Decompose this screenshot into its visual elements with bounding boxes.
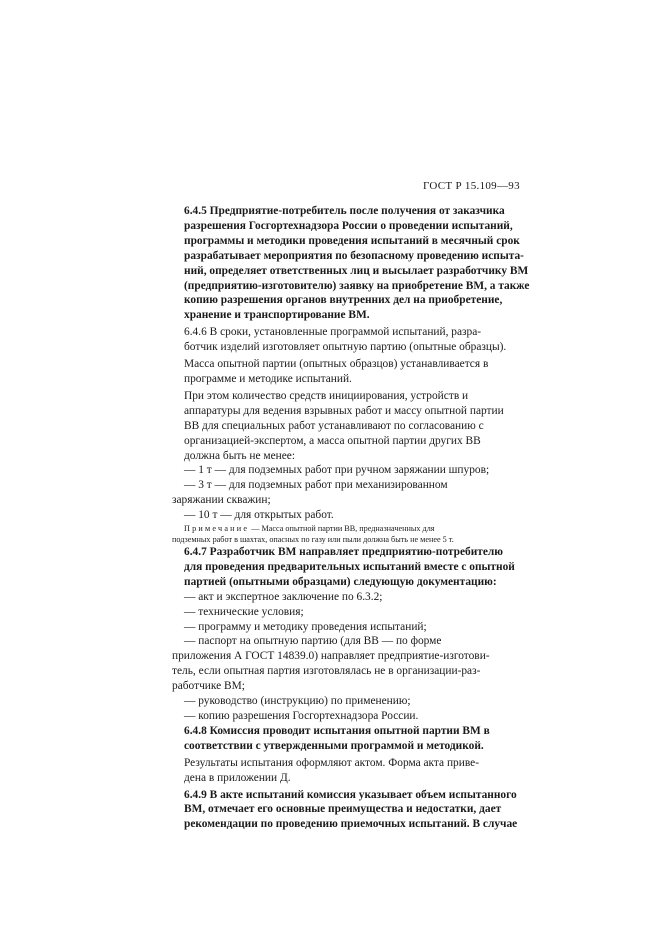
text-line: ВМ, отмечает его основные преимущества и недостатки, дает	[184, 803, 502, 816]
list-item	[172, 605, 522, 620]
text-line: работчике ВМ;	[172, 680, 245, 693]
text-line: — 1 т — для подземных работ при ручном заряжании шпуров;	[184, 464, 490, 477]
text-line: — программу и методику проведения испытаний;	[184, 620, 427, 633]
text-line: ботчик изделий изготовляет опытную партию (опытные образцы).	[184, 341, 507, 354]
text-line: — паспорт на опытную партию (для ВВ — по форме	[184, 635, 442, 648]
note-first-line	[172, 524, 522, 535]
text-line: — технические условия;	[184, 605, 304, 618]
list-item	[172, 508, 522, 523]
text-line: — Масса опытной партии ВВ, предназначенных для	[251, 524, 435, 534]
page-header: ГОСТ Р 15.109—93	[423, 180, 520, 192]
list-item	[172, 694, 522, 709]
paragraph-6-4-6	[172, 325, 522, 355]
paragraph-6-4-9	[172, 788, 522, 833]
list-item	[172, 709, 522, 724]
text-line: (предприятию-изготовителю) заявку на приобретение ВМ, а также	[184, 279, 530, 292]
list-item	[172, 463, 522, 478]
paragraph-results	[172, 756, 522, 786]
text-line: 6.4.7 Разработчик ВМ направляет предприятию-потребителю	[184, 546, 504, 559]
paragraph-count	[172, 389, 522, 464]
text-line: Масса опытной партии (опытных образцов) устанавливается в	[184, 358, 489, 371]
text-line: рекомендации по проведению приемочных испытаний. В случае	[184, 818, 518, 831]
list-item	[172, 634, 522, 694]
text-line: разрешения Госгортехнадзора России о проведении испытаний,	[184, 219, 513, 232]
text-line: организацией-экспертом, а масса опытной партии других ВВ	[184, 434, 481, 447]
text-line: 6.4.5 Предприятие-потребитель после получения от заказчика	[184, 205, 505, 217]
note-label: Примечание	[184, 524, 250, 534]
paragraph-6-4-7	[172, 545, 522, 590]
list-item	[172, 620, 522, 635]
text-line: ний, определяет ответственных лиц и высылает разработчику ВМ	[184, 264, 529, 277]
text-line: 6.4.6 В сроки, установленные программой испытаний, разра-	[184, 326, 482, 339]
text-line: — акт и экспертное заключение по 6.3.2;	[184, 590, 383, 603]
text-line: аппаратуры для ведения взрывных работ и массу опытной партии	[184, 404, 504, 417]
text-line: ВВ для специальных работ устанавливают по согласованию с	[184, 419, 484, 432]
paragraph-6-4-8	[172, 724, 522, 754]
text-line: — руководство (инструкцию) по применению;	[184, 695, 411, 708]
text-line: приложения А ГОСТ 14839.0) направляет предприятие-изготови-	[172, 650, 490, 663]
list-item	[172, 590, 522, 605]
text-line: При этом количество средств инициирования, устройств и	[184, 389, 469, 402]
text-line: программы и методики проведения испытаний в месячный срок	[184, 234, 520, 247]
text-line: копию разрешения органов внутренних дел на приобретение,	[184, 294, 503, 307]
text-line: Результаты испытания оформляют актом. Форма акта приве-	[184, 756, 480, 769]
list-item	[172, 478, 522, 508]
text-line: заряжании скважин;	[172, 494, 271, 507]
text-line: — 10 т — для открытых работ.	[184, 509, 334, 522]
text-line: разрабатывает мероприятия по безопасному проведению испыта-	[184, 249, 524, 262]
text-line: — 3 т — для подземных работ при механизированном	[184, 479, 448, 492]
text-line: хранение и транспортирование ВМ.	[184, 309, 370, 322]
paragraph-6-4-5	[172, 204, 530, 323]
text-line: тель, если опытная партия изготовлялась не в организации-раз-	[172, 665, 481, 678]
text-line: для проведения предварительных испытаний вместе с опытной	[184, 560, 515, 573]
document-body	[172, 204, 530, 832]
text-line: 6.4.8 Комиссия проводит испытания опытной партии ВМ в	[184, 724, 490, 737]
text-line: партией (опытными образцами) следующую документацию:	[184, 575, 497, 588]
note	[172, 524, 522, 545]
text-line: подземных работ в шахтах, опасных по газу или пыли должна быть не менее 5 т.	[172, 534, 454, 544]
text-line: 6.4.9 В акте испытаний комиссия указывает объем испытанного	[184, 788, 517, 801]
text-line: программе и методике испытаний.	[184, 372, 352, 385]
text-line: соответствии с утвержденными программой и методикой.	[184, 739, 484, 752]
text-line: дена в приложении Д.	[184, 771, 291, 784]
text-line: должна быть не менее:	[184, 449, 295, 462]
text-line: — копию разрешения Госгортехнадзора России.	[184, 710, 419, 722]
paragraph-mass	[172, 357, 522, 387]
